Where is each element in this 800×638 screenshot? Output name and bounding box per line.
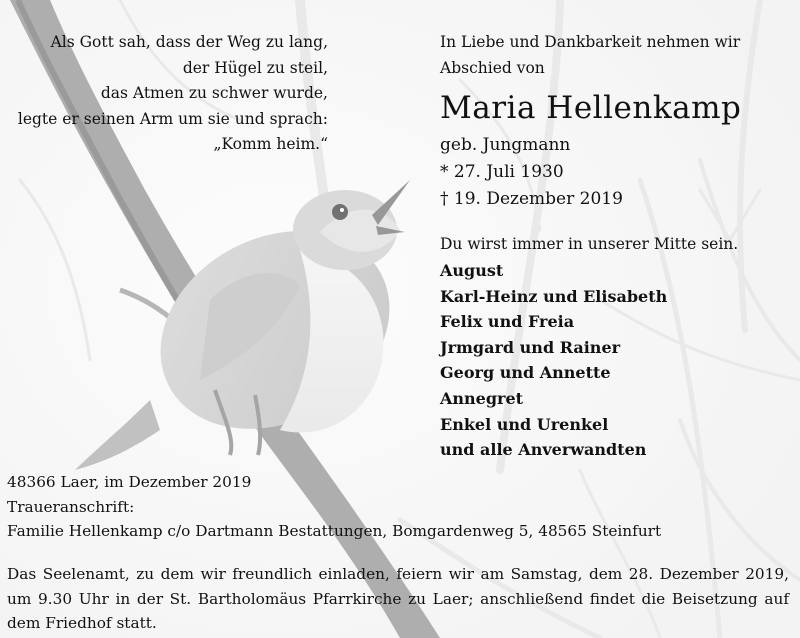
poem-line: Als Gott sah, dass der Weg zu lang, [50, 33, 328, 51]
birth-name: geb. Jungmann [440, 135, 571, 155]
mourner-entry: und alle Anverwandten [440, 440, 647, 460]
mourning-address: Familie Hellenkamp c/o Dartmann Bestattungen, Bomgardenweg 5, 48565 Steinfurt [7, 522, 662, 540]
deceased-name: Maria Hellenkamp [440, 90, 742, 126]
mourner-entry: Annegret [440, 388, 524, 408]
address-label: Traueranschrift: [7, 497, 135, 516]
poem-line: das Atmen zu schwer wurde, [100, 84, 328, 102]
intro-text [440, 30, 790, 81]
service-announcement: Das Seelenamt, zu dem wir freundlich einladen, feiern wir am Samstag, dem 28. Dezember 2019, um 9.30 Uhr in der St. Bartholomäus Pfarrkirche zu Laer; anschließend findet die Beisetzung auf dem Friedhof statt. [7, 565, 789, 632]
farewell-line: Du wirst immer in unserer Mitte sein. [440, 235, 739, 253]
life-dates [440, 132, 623, 213]
mourner-entry: Karl-Heinz und Elisabeth [440, 286, 668, 306]
mourner-entry: August [440, 261, 504, 280]
poem-line: der Hügel zu steil, [182, 58, 328, 77]
mourners-list [440, 258, 667, 463]
birth-date: * 27. Juli 1930 [440, 162, 564, 182]
intro-line: Abschied von [440, 58, 545, 77]
mourner-entry: Jrmgard und Rainer [440, 337, 621, 357]
mourner-entry: Felix und Freia [440, 312, 575, 332]
mourner-entry: Enkel und Urenkel [440, 414, 609, 434]
poem-line: legte er seinen Arm um sie und sprach: [17, 109, 328, 128]
place-date: 48366 Laer, im Dezember 2019 [7, 473, 252, 491]
intro-line: In Liebe und Dankbarkeit nehmen wir [440, 33, 741, 51]
address-block [7, 470, 793, 544]
poem-line: „Komm heim.“ [213, 135, 328, 153]
death-date: † 19. Dezember 2019 [440, 189, 623, 209]
mourner-entry: Georg und Annette [440, 363, 611, 383]
poem [6, 30, 328, 158]
